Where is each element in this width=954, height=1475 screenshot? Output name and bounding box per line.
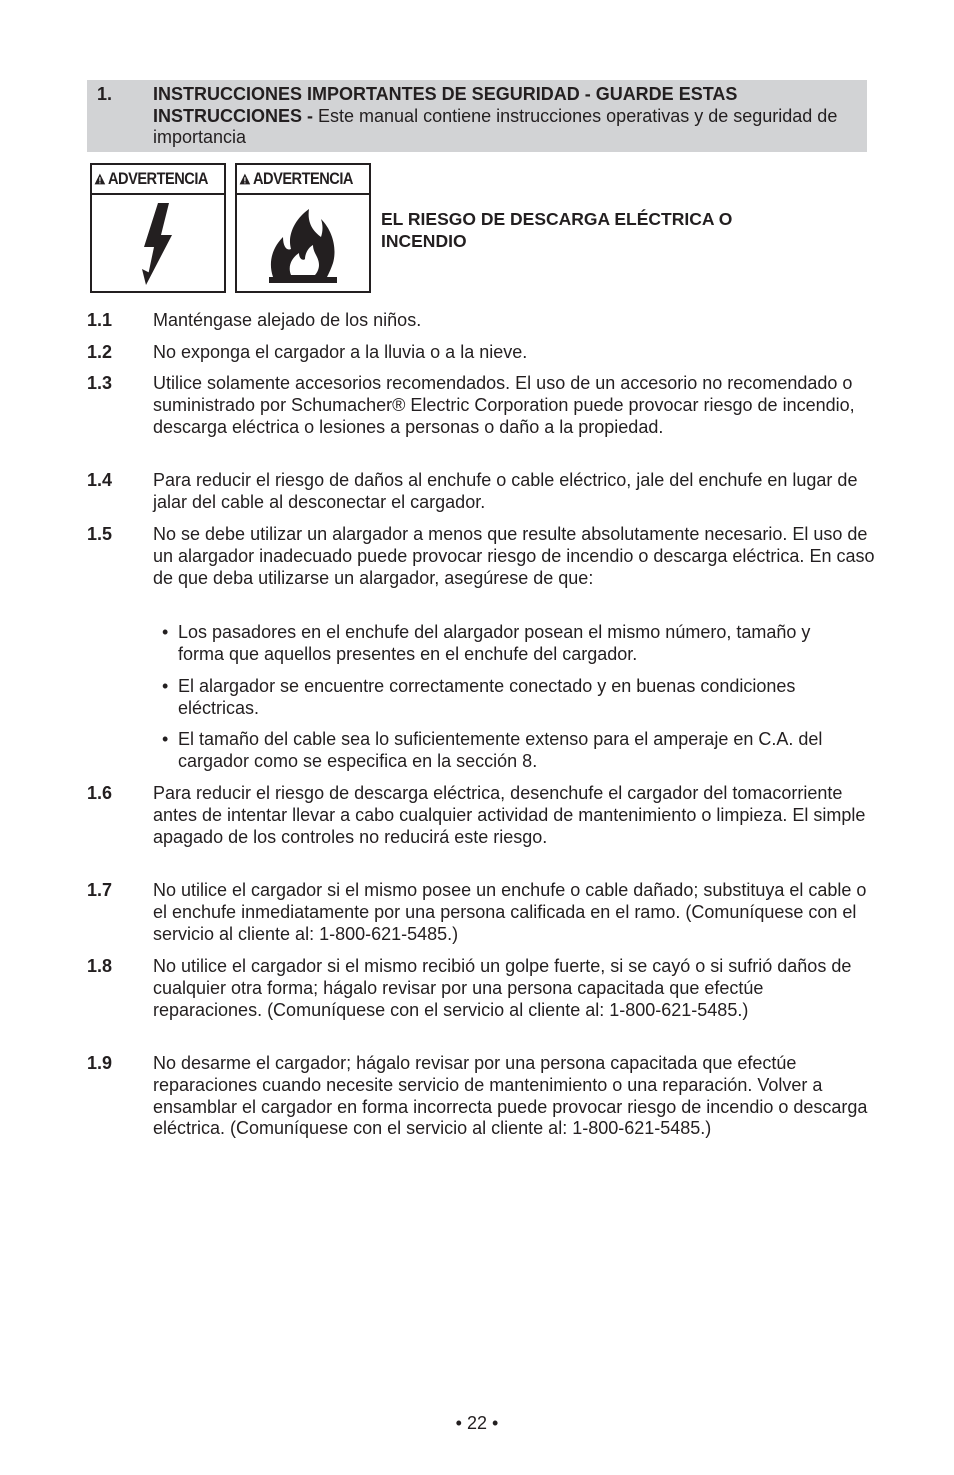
section-title-rest: Este manual contiene instrucciones operativas y de seguridad de importancia bbox=[153, 105, 838, 147]
item-number: 1.5 bbox=[87, 524, 113, 544]
page-number: • 22 • bbox=[455, 1413, 499, 1433]
warning-triangle-icon bbox=[94, 169, 106, 189]
item-text: No se debe utilizar un alargador a menos que resulte absolutamente necesario. El uso de un alargador inadecuado puede provocar riesgo de incendio o descarga eléctrica. En caso de que deba utilizarse un alargador, asegúrese de que: bbox=[153, 524, 875, 588]
item-text: No exponga el cargador a la lluvia o a la nieve. bbox=[153, 342, 528, 362]
item-text: Para reducir el riesgo de daños al enchufe o cable eléctrico, jale del enchufe en lugar de jalar del cable al desconectar el cargador. bbox=[153, 470, 858, 512]
item-number: 1.3 bbox=[87, 373, 113, 393]
item-text: Para reducir el riesgo de descarga eléctrica, desenchufe el cargador del tomacorriente antes de intentar llevar a cabo cualquier actividad de mantenimiento o limpieza. El simple apagado de los controles no reducirá este riesgo. bbox=[153, 783, 866, 847]
warning-label-bar bbox=[92, 165, 224, 195]
warning-box-electric bbox=[90, 163, 226, 293]
item-number: 1.4 bbox=[87, 470, 113, 490]
bullet-mark: • bbox=[162, 622, 169, 642]
item-text: No utilice el cargador si el mismo recibió un golpe fuerte, si se cayó o si sufrió daños de cualquier otra forma; hágalo revisar por una persona capacitada que efectúe reparaciones. (Comuníquese con el servicio al cliente al: 1-800-621-5485.) bbox=[153, 956, 852, 1020]
fire-icon bbox=[237, 197, 369, 291]
item-number: 1.1 bbox=[87, 310, 113, 330]
item-text: No utilice el cargador si el mismo posee un enchufe o cable dañado; substituya el cable o el enchufe inmediatamente por una persona calificada en el ramo. (Comuníquese con el servicio al cliente al: 1-800-621-5485.) bbox=[153, 880, 867, 944]
bullet-text: El tamaño del cable sea lo suficientemente extenso para el amperaje en C.A. del cargador como se especifica en la sección 8. bbox=[178, 729, 823, 771]
item-text: No desarme el cargador; hágalo revisar por una persona capacitada que efectúe reparaciones cuando necesite servicio de mantenimiento o una reparación. Volver a ensamblar el cargador en forma incorrecta puede provocar riesgo de incendio o descarga eléctrica. (Comuníquese con el servicio al cliente al: 1-800-621-5485.) bbox=[153, 1053, 868, 1139]
risk-title: EL RIESGO DE DESCARGA ELÉCTRICA O INCENDIO bbox=[381, 209, 733, 251]
warning-label: ADVERTENCIA bbox=[107, 169, 208, 188]
item-number: 1.8 bbox=[87, 956, 113, 976]
warning-label: ADVERTENCIA bbox=[252, 169, 353, 188]
warning-triangle-icon bbox=[239, 169, 251, 189]
item-number: 1.7 bbox=[87, 880, 113, 900]
item-number: 1.6 bbox=[87, 783, 113, 803]
section-title bbox=[153, 84, 853, 149]
bullet-mark: • bbox=[162, 676, 169, 696]
warning-label-bar bbox=[237, 165, 369, 195]
bullet-mark: • bbox=[162, 729, 169, 749]
bullet-text: Los pasadores en el enchufe del alargador posean el mismo número, tamaño y forma que aquellos presentes en el enchufe del cargador. bbox=[178, 622, 811, 664]
lightning-bolt-icon bbox=[92, 197, 224, 291]
item-text: Utilice solamente accesorios recomendados. El uso de un accesorio no recomendado o suministrado por Schumacher® Electric Corporation puede provocar riesgo de incendio, descarga eléctrica o lesiones a personas o daño a la propiedad. bbox=[153, 373, 855, 437]
section-header bbox=[87, 80, 867, 152]
warning-box-fire bbox=[235, 163, 371, 293]
section-number: 1. bbox=[97, 84, 113, 104]
section-title-bold: INSTRUCCIONES IMPORTANTES DE SEGURIDAD - GUARDE ESTAS INSTRUCCIONES - bbox=[153, 84, 738, 126]
item-number: 1.2 bbox=[87, 342, 113, 362]
bullet-text: El alargador se encuentre correctamente conectado y en buenas condiciones eléctricas. bbox=[178, 676, 796, 718]
item-number: 1.9 bbox=[87, 1053, 113, 1073]
item-text: Manténgase alejado de los niños. bbox=[153, 310, 422, 330]
